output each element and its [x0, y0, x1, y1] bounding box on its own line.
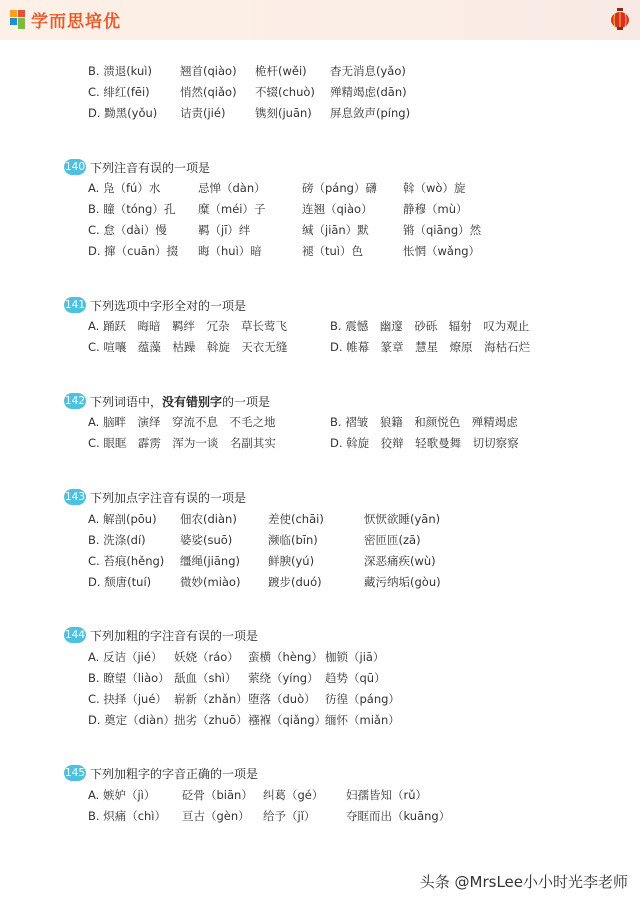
question-text-emphasis: 没有错别字: [162, 394, 223, 409]
option-cell: A. 踊跃 晦暗 羁绊 冗杂 草长莺飞: [88, 319, 287, 333]
option-row: [0, 62, 640, 80]
option-row: [0, 573, 640, 591]
question-text: 下列加粗字的字音正确的一项是: [90, 766, 259, 781]
option-row: [0, 242, 640, 260]
option-cell: 羁（jī）绊: [198, 223, 251, 237]
option-cell: 杳无消息(yǎo): [330, 64, 406, 78]
option-cell: 密匝匝(zā): [364, 533, 421, 547]
option-row: [0, 104, 640, 122]
option-cell: C. 眼眶 霹雳 浑为一谈 名副其实: [88, 436, 276, 450]
option-cell: 恹恹欲睡(yān): [364, 512, 441, 526]
option-row: [0, 669, 640, 687]
option-cell: 屏息敛声(píng): [330, 106, 411, 120]
question-text: 下列加点字注音有误的一项是: [90, 490, 247, 505]
option-cell: 不辍(chuò): [255, 85, 315, 99]
option-row: [0, 200, 640, 218]
option-row: [0, 786, 640, 804]
option-cell: 怅惘（wǎng）: [403, 244, 481, 258]
option-cell: B. 炽痛（chì）: [88, 809, 167, 823]
option-cell: A. 脑畔 演绎 穿流不息 不毛之地: [88, 415, 276, 429]
option-cell: 踱步(duó): [268, 575, 322, 589]
question-number-badge: 141: [64, 299, 86, 311]
option-cell: 磅（páng）礴: [302, 181, 377, 195]
option-cell: 殚精竭虑(dān): [330, 85, 407, 99]
option-cell: C. 绯红(fēi): [88, 85, 150, 99]
option-cell: 舐血（shì）: [174, 671, 237, 685]
option-cell: D. 颓唐(tuí): [88, 575, 152, 589]
question-title: [64, 296, 246, 314]
option-row: [0, 434, 640, 452]
option-cell: 诘责(jié): [180, 106, 226, 120]
option-cell: B. 褶皱 狼籍 和颜悦色 殚精竭虑: [330, 415, 518, 429]
question-number-badge: 143: [64, 491, 86, 503]
option-cell: D. 斡旋 狡辩 轻歌曼舞 切切察察: [330, 436, 519, 450]
option-cell: 缄（jiān）默: [302, 223, 369, 237]
option-cell: 纠葛（gé）: [263, 788, 324, 802]
question-text: 下列选项中字形全对的一项是: [90, 298, 247, 313]
option-row: [0, 807, 640, 825]
option-cell: 彷徨（páng）: [325, 692, 400, 706]
option-cell: 深恶痛疾(wù): [364, 554, 436, 568]
option-cell: 镌刻(juān): [255, 106, 312, 120]
question-title: [64, 764, 258, 782]
lantern-icon: [610, 8, 630, 30]
option-cell: 锵（qiāng）然: [403, 223, 482, 237]
option-cell: 鲜腴(yú): [268, 554, 315, 568]
option-cell: B. 溃退(kuì): [88, 64, 152, 78]
question-text: 下列加粗的字注音有误的一项是: [90, 628, 259, 643]
brand-name: 学而思培优: [31, 12, 121, 32]
option-cell: 堕落（duò）: [248, 692, 316, 706]
option-cell: 晦（huì）暗: [198, 244, 262, 258]
option-cell: D. 黝黑(yǒu): [88, 106, 158, 120]
option-cell: 桅杆(wěi): [255, 64, 307, 78]
option-cell: 静穆（mù）: [403, 202, 468, 216]
option-row: [0, 690, 640, 708]
option-row: [0, 510, 640, 528]
page-header: [0, 0, 640, 40]
option-cell: 斡（wò）旋: [403, 181, 466, 195]
brand-logo: [10, 7, 121, 32]
option-row: [0, 531, 640, 549]
source-watermark: 头条 @MrsLee小小时光李老师: [419, 873, 628, 891]
option-cell: D. 帷幕 篆章 慧星 燎原 海枯石烂: [330, 340, 531, 354]
option-cell: 亘古（gèn）: [182, 809, 250, 823]
question-title: [64, 626, 258, 644]
question-number-badge: 140: [64, 161, 86, 173]
option-cell: A. 嫉妒（jì）: [88, 788, 156, 802]
option-cell: 微妙(miào): [180, 575, 241, 589]
question-number-badge: 142: [64, 395, 86, 407]
question-number-badge: 144: [64, 629, 86, 641]
option-cell: 缅怀（miǎn）: [325, 713, 400, 727]
option-cell: 砭骨（biān）: [182, 788, 253, 802]
option-cell: B. 震憾 幽邃 砂砾 辐射 叹为观止: [330, 319, 530, 333]
option-cell: B. 瞭望（liào）: [88, 671, 170, 685]
option-cell: 翘首(qiào): [180, 64, 237, 78]
question-title: [64, 488, 246, 506]
option-cell: A. 凫（fú）水: [88, 181, 161, 195]
option-row: [0, 552, 640, 570]
option-cell: 婆娑(suō): [180, 533, 233, 547]
option-cell: 连翘（qiào）: [302, 202, 373, 216]
option-row: [0, 179, 640, 197]
question-text-prefix: 下列词语中，: [90, 394, 163, 409]
option-cell: 差使(chāi): [268, 512, 324, 526]
option-cell: 妖娆（ráo）: [174, 650, 239, 664]
option-cell: 褪（tuì）色: [302, 244, 363, 258]
option-cell: C. 怠（dài）慢: [88, 223, 167, 237]
option-cell: 缰绳(jiāng): [180, 554, 240, 568]
brand-logo-icon: [10, 10, 28, 30]
option-cell: D. 奠定（diàn）: [88, 713, 175, 727]
option-cell: C. 苔痕(hěng): [88, 554, 165, 568]
option-cell: 妇孺皆知（rǔ）: [346, 788, 428, 802]
option-cell: 蛮横（hèng）: [248, 650, 323, 664]
option-cell: 佃农(diàn): [180, 512, 237, 526]
option-cell: 糜（méi）子: [198, 202, 266, 216]
option-cell: A. 反诘（jié）: [88, 650, 163, 664]
option-cell: 悄然(qiǎo): [180, 85, 237, 99]
option-row: [0, 83, 640, 101]
option-cell: A. 解剖(pōu): [88, 512, 157, 526]
option-cell: 夺眶而出（kuāng）: [346, 809, 451, 823]
question-number-badge: 145: [64, 767, 86, 779]
option-cell: B. 瞳（tóng）孔: [88, 202, 176, 216]
option-cell: 濒临(bīn): [268, 533, 318, 547]
option-cell: 趋势（qū）: [325, 671, 386, 685]
option-cell: C. 抉择（jué）: [88, 692, 167, 706]
question-text-suffix: 的一项是: [222, 394, 271, 409]
option-cell: 拙劣（zhuō）: [174, 713, 248, 727]
option-row: [0, 413, 640, 431]
option-cell: 枷锁（jiā）: [325, 650, 385, 664]
option-cell: 忌惮（dàn）: [198, 181, 266, 195]
option-cell: C. 喧嚷 蕴藻 枯躁 斡旋 天衣无缝: [88, 340, 288, 354]
option-row: [0, 648, 640, 666]
option-cell: 给予（jǐ）: [263, 809, 316, 823]
option-row: [0, 317, 640, 335]
question-text: 下列注音有误的一项是: [90, 160, 211, 175]
option-cell: D. 撺（cuān）掇: [88, 244, 179, 258]
option-row: [0, 338, 640, 356]
option-cell: 襁褓（qiǎng）: [248, 713, 327, 727]
option-cell: B. 洗涤(dí): [88, 533, 146, 547]
option-cell: 崭新（zhǎn）: [174, 692, 248, 706]
option-cell: 藏污纳垢(gòu): [364, 575, 441, 589]
question-title: [64, 392, 270, 410]
option-cell: 萦绕（yíng）: [248, 671, 319, 685]
option-row: [0, 711, 640, 729]
question-title: [64, 158, 210, 176]
option-row: [0, 221, 640, 239]
